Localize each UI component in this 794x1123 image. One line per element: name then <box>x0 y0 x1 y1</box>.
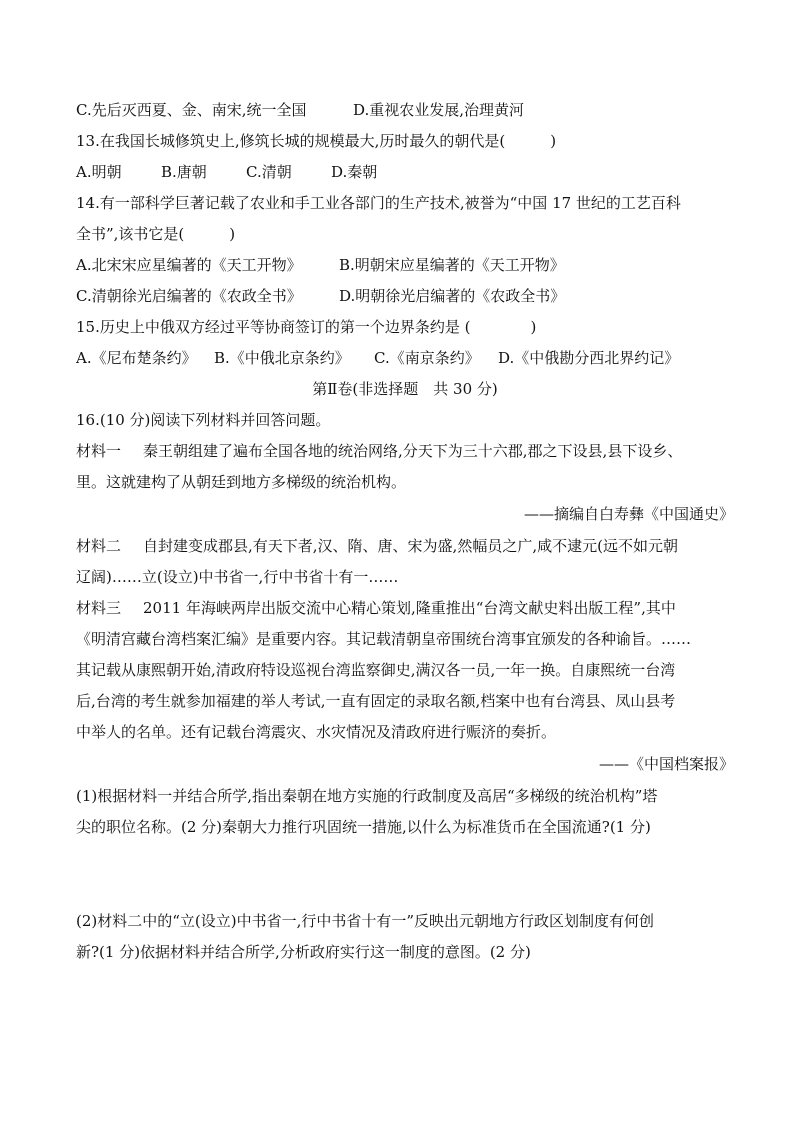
q16-material3-label: 材料三 <box>76 599 122 617</box>
q14-options-row1 <box>76 254 734 276</box>
q13-option-c: C.清朝 <box>246 163 292 181</box>
q12-option-d: D.重视农业发展,治理黄河 <box>353 101 525 119</box>
q16-material1-line2: 里。这就建构了从朝廷到地方多梯级的统治机构。 <box>76 473 407 491</box>
q16-material3-line1 <box>76 597 734 619</box>
q15-stem: 15.历史上中俄双方经过平等协商签订的第一个边界条约是 ( ) <box>76 318 537 336</box>
q14-stem-line1: 14.有一部科学巨著记载了农业和手工业各部门的生产技术,被誉为“中国 17 世纪的工艺百科 <box>76 194 681 212</box>
q15-option-a: A.《尼布楚条约》 <box>76 349 197 367</box>
q16-material3-line3: 其记载从康熙朝开始,清政府特设巡视台湾监察御史,满汉各一员,一年一换。自康熙统一台湾 <box>76 661 676 679</box>
q16-stem: 16.(10 分)阅读下列材料并回答问题。 <box>76 411 331 429</box>
q16-material2-line2: 辽阔)……立(设立)中书省一,行中书省十有一…… <box>76 568 399 586</box>
q13-option-b: B.唐朝 <box>161 163 207 181</box>
section2-title: 第Ⅱ卷(非选择题 共 30 分) <box>312 380 498 398</box>
q14-option-d: D.明朝徐光启编著的《农政全书》 <box>339 287 566 305</box>
q14-option-c: C.清朝徐光启编著的《农政全书》 <box>76 287 302 305</box>
q14-stem-line2: 全书”,该书它是( ) <box>76 225 236 243</box>
q16-sub1-line1: (1)根据材料一并结合所学,指出秦朝在地方实施的行政制度及高居“多梯级的统治机构”塔 <box>76 787 658 805</box>
q13-option-a: A.明朝 <box>76 163 122 181</box>
q16-sub2-line1: (2)材料二中的“立(设立)中书省一,行中书省十有一”反映出元朝地方行政区划制度有何创 <box>76 912 655 930</box>
q16-material2-label: 材料二 <box>76 537 122 555</box>
q16-material1-line1 <box>76 440 734 462</box>
q14-option-a: A.北宋宋应星编著的《天工开物》 <box>76 256 302 274</box>
q16-material2-line1 <box>76 535 734 557</box>
q16-sub1-line2: 尖的职位名称。(2 分)秦朝大力推行巩固统一措施,以什么为标准货币在全国流通?(1 分) <box>76 818 651 836</box>
q16-material1-source: ——摘编自白寿彝《中国通史》 <box>523 505 734 523</box>
q12-option-c: C.先后灭西夏、金、南宋,统一全国 <box>76 101 307 119</box>
q12-options-row <box>76 99 734 121</box>
q16-material1-label: 材料一 <box>76 442 122 460</box>
q14-options-row2 <box>76 285 734 307</box>
q16-material2-text1: 自封建变成郡县,有天下者,汉、隋、唐、宋为盛,然幅员之广,咸不逮元(远不如元朝 <box>143 537 678 555</box>
q13-stem: 13.在我国长城修筑史上,修筑长城的规模最大,历时最久的朝代是( ) <box>76 132 557 150</box>
q16-material3-line4: 后,台湾的考生就参加福建的举人考试,一直有固定的录取名额,档案中也有台湾县、凤山县考 <box>76 692 676 710</box>
q16-sub2-line2: 新?(1 分)依据材料并结合所学,分析政府实行这一制度的意图。(2 分) <box>76 943 531 961</box>
q15-option-c: C.《南京条约》 <box>374 349 480 367</box>
q15-option-b: B.《中俄北京条约》 <box>214 349 350 367</box>
q16-material3-text1: 2011 年海峡两岸出版交流中心精心策划,隆重推出“台湾文献史料出版工程”,其中 <box>143 599 676 617</box>
q16-material3-line2: 《明清宫藏台湾档案汇编》是重要内容。其记载清朝皇帝围统台湾事宜颁发的各种谕旨。…… <box>76 630 692 648</box>
q15-option-d: D.《中俄勘分西北界约记》 <box>498 349 680 367</box>
q14-option-b: B.明朝宋应星编著的《天工开物》 <box>339 256 565 274</box>
q13-options-row <box>76 161 734 183</box>
q16-material3-source: ——《中国档案报》 <box>598 755 734 773</box>
q15-options-row <box>76 347 734 369</box>
q16-material3-line5: 中举人的名单。还有记载台湾震灾、水灾情况及清政府进行赈济的奏折。 <box>76 723 557 741</box>
q13-option-d: D.秦朝 <box>331 163 378 181</box>
q16-material1-text1: 秦王朝组建了遍布全国各地的统治网络,分天下为三十六郡,郡之下设县,县下设乡、 <box>143 442 683 460</box>
